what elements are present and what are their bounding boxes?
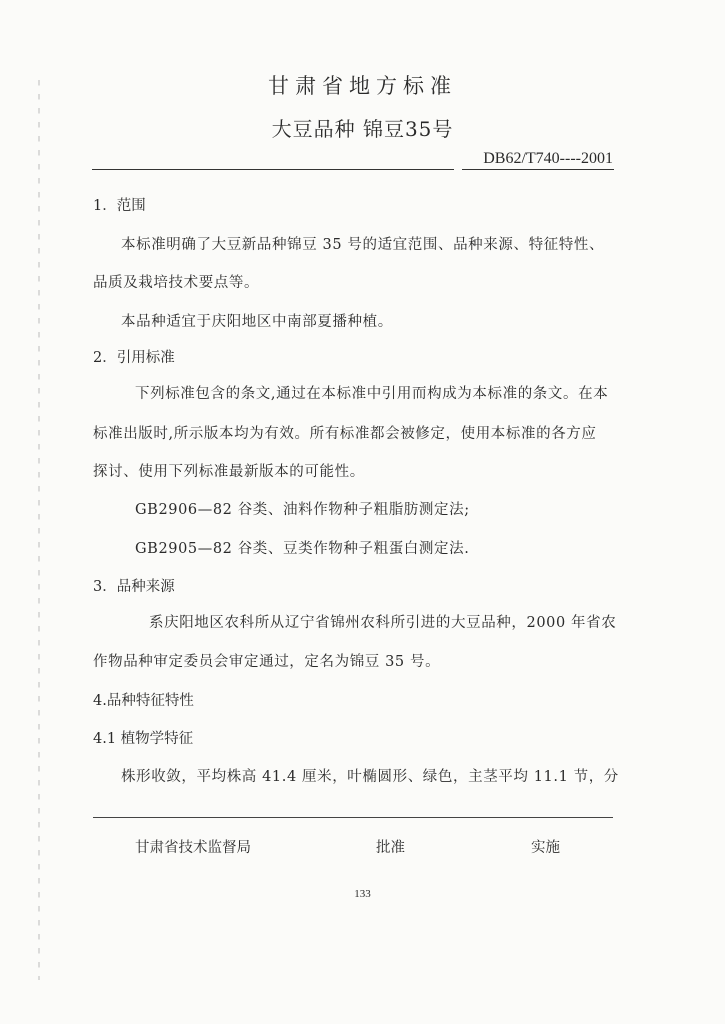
- scan-binding-marks: [38, 80, 40, 980]
- section-2-heading: 2．引用标准: [93, 350, 175, 366]
- footer-rule: [93, 817, 613, 818]
- page-number: 133: [354, 888, 371, 900]
- section-1-paragraph-line: 本标准明确了大豆新品种锦豆 35 号的适宜范围、品种来源、特征特性、: [121, 237, 605, 253]
- doc-number-underline: [462, 169, 614, 170]
- section-1-heading: 1．范围: [93, 198, 146, 214]
- implementation-label: 实施: [531, 840, 560, 856]
- section-4-heading: 4.品种特征特性: [93, 693, 194, 709]
- issuing-authority: 甘肃省技术监督局: [135, 840, 251, 856]
- header-rule: [92, 169, 454, 170]
- reference-standard-2: GB2905—82 谷类、豆类作物种子粗蛋白测定法.: [135, 541, 470, 557]
- reference-standard-1: GB2906—82 谷类、油料作物种子粗脂肪测定法;: [135, 502, 470, 518]
- document-title: 甘肃省地方标准: [268, 74, 457, 98]
- section-2-paragraph-line: 下列标准包含的条文,通过在本标准中引用而构成为本标准的条文。在本: [135, 386, 609, 402]
- document-subtitle: 大豆品种 锦豆35号: [271, 117, 454, 141]
- section-3-paragraph-line: 系庆阳地区农科所从辽宁省锦州农科所引进的大豆品种，2000 年省农: [149, 615, 617, 631]
- approval-label: 批准: [376, 840, 405, 856]
- section-3-heading: 3．品种来源: [93, 579, 175, 595]
- section-2-paragraph-line: 探讨、使用下列标准最新版本的可能性。: [93, 464, 365, 480]
- document-number: DB62/T740----2001: [483, 150, 613, 167]
- section-3-paragraph-line: 作物品种审定委员会审定通过，定名为锦豆 35 号。: [93, 654, 441, 670]
- section-4-1-paragraph-line: 株形收敛，平均株高 41.4 厘米，叶椭圆形、绿色，主茎平均 11.1 节，分: [121, 769, 619, 785]
- section-1-paragraph-line: 品质及栽培技术要点等。: [93, 275, 260, 291]
- section-1-paragraph-2: 本品种适宜于庆阳地区中南部夏播种植。: [121, 314, 393, 330]
- section-4-1-heading: 4.1 植物学特征: [93, 731, 194, 747]
- section-2-paragraph-line: 标准出版时,所示版本均为有效。所有标准都会被修定，使用本标准的各方应: [93, 426, 597, 442]
